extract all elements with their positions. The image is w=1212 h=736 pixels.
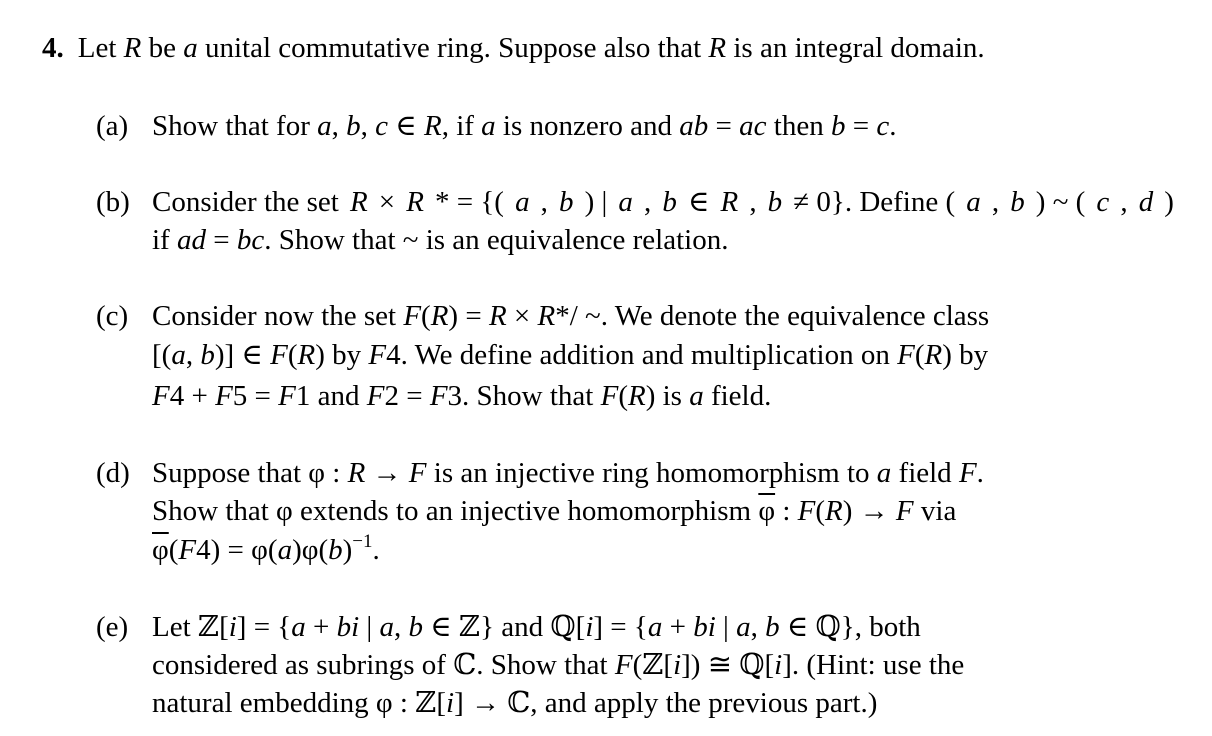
part-a (96, 108, 896, 144)
part-a-label: (a) (96, 110, 129, 142)
part-b (96, 184, 1174, 220)
part-d-line-1: Suppose that φ : R → F is an injective ring homomorphism to a field F. (152, 457, 984, 489)
problem-statement (42, 30, 985, 66)
part-b-label: (b) (96, 186, 130, 218)
part-e-line-3: natural embedding φ : ℤ[i] → ℂ, and apply the previous part.) (152, 687, 878, 719)
part-c (96, 298, 989, 334)
part-b-line-2: if ad = bc. Show that ~ is an equivalence relation. (152, 224, 729, 256)
part-e (96, 609, 921, 645)
problem-intro: Let R be a unital commutative ring. Suppose also that R is an integral domain. (77, 32, 985, 64)
part-e-line-1: Let ℤ[i] = {a + bi | a, b ∈ ℤ} and ℚ[i] = {a + bi | a, b ∈ ℚ}, both (152, 611, 921, 643)
part-d-line-2: Show that φ extends to an injective homomorphism $\overline{\varphi}$ : F(R) → F via (152, 495, 957, 527)
part-e-line-2: considered as subrings of ℂ. Show that F(ℤ[i]) ≅ ℚ[i]. (Hint: use the (152, 649, 965, 681)
problem-number: 4. (42, 32, 64, 64)
part-a-line-1: Show that for a, b, c ∈ R, if a is nonzero and ab = ac then b = c. (152, 110, 897, 142)
part-c-label: (c) (96, 300, 129, 332)
part-c-line-2: [(a, b)] ∈ F(R) by F4. We define addition and multiplication on F(R) by (152, 339, 989, 371)
part-b-line-1: Consider the set R × R * = {( a , b ) | a , b ∈ R , b ≠ 0}. Define ( a , b ) ~ ( c , d ) (152, 186, 1174, 218)
part-c-line-3: F4 + F5 = F1 and F2 = F3. Show that F(R) is a field. (152, 380, 772, 412)
part-c-line-1: Consider now the set F(R) = R × R*/ ~. We denote the equivalence class (152, 300, 990, 332)
part-e-label: (e) (96, 611, 129, 643)
part-d-label: (d) (96, 457, 130, 489)
part-d (96, 455, 984, 491)
part-d-line-3: $\overline{\varphi}(F4) = \varphi(a)\varphi(b)^{-1}$. (152, 531, 380, 566)
